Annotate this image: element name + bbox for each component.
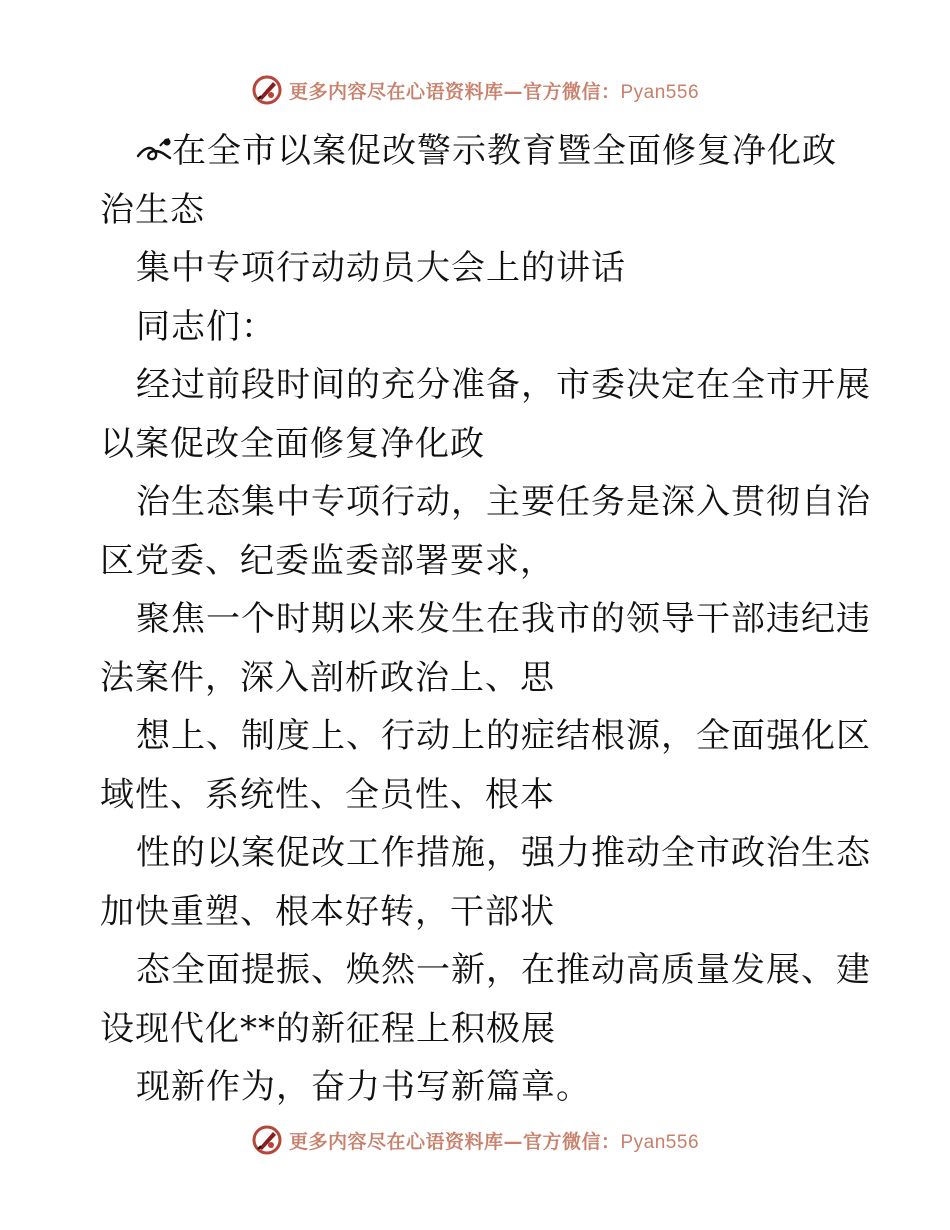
body-line: 性的以案促改工作措施，强力推动全市政治生态 [136, 833, 871, 873]
header-watermark [0, 70, 950, 110]
title-line: 治生态 [100, 189, 205, 230]
subtitle-line: 集中专项行动动员大会上的讲话 [136, 248, 626, 288]
quill-pen-logo-icon [251, 74, 283, 106]
wechat-id: Pyan556 [620, 1131, 700, 1153]
footer-watermark [0, 1120, 950, 1160]
body-line: 治生态集中专项行动，主要任务是深入贯彻自治 [136, 482, 871, 522]
body-line: 想上、制度上、行动上的症结根源，全面强化区 [136, 716, 871, 756]
body-line: 区党委、纪委监委部署要求， [100, 540, 555, 581]
body-line: 法案件，深入剖析政治上、思 [100, 657, 555, 698]
wechat-id: Pyan556 [620, 81, 700, 103]
body-line: 聚焦一个时期以来发生在我市的领导干部违纪违 [136, 599, 871, 639]
flourish-icon [136, 132, 172, 166]
body-line: 现新作为，奋力书写新篇章。 [136, 1067, 591, 1107]
quill-pen-logo-icon [251, 1124, 283, 1156]
watermark-text: 更多内容尽在心语资料库—官方微信：Pyan556 [288, 80, 700, 103]
body-line: 设现代化**的新征程上积极展 [100, 1008, 556, 1049]
watermark-text: 更多内容尽在心语资料库—官方微信：Pyan556 [288, 1130, 700, 1153]
body-line: 域性、系统性、全员性、根本 [100, 774, 555, 815]
salutation: 同志们： [136, 306, 276, 347]
body-line: 态全面提振、焕然一新，在推动高质量发展、建 [136, 950, 871, 990]
body-line: 加快重塑、根本好转，干部状 [100, 891, 555, 932]
body-paragraphs [100, 356, 871, 1117]
body-line: 经过前段时间的充分准备，市委决定在全市开展 [136, 365, 871, 405]
document-body [100, 122, 871, 1117]
title-line: 在全市以案促改警示教育暨全面修复净化政 [100, 122, 860, 181]
body-line: 以案促改全面修复净化政 [100, 423, 485, 464]
